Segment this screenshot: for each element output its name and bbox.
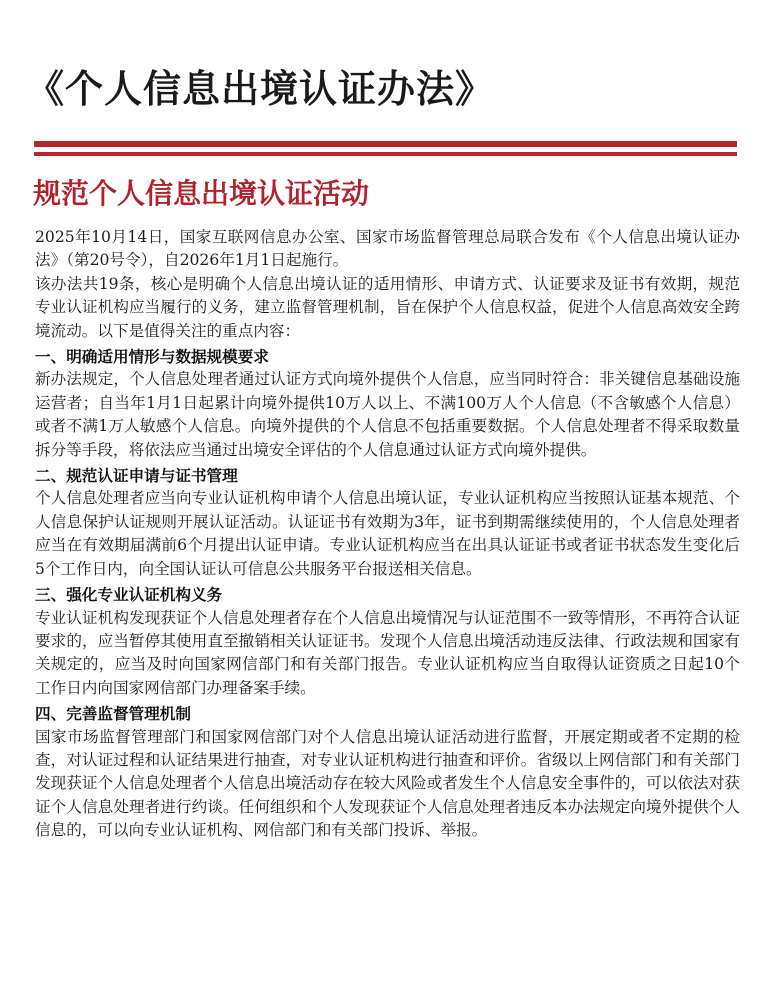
article-body (35, 226, 740, 843)
section-heading: 四、完善监督管理机制 (35, 704, 191, 724)
section-heading: 一、明确适用情形与数据规模要求 (35, 347, 269, 367)
intro-paragraph: 该办法共19条，核心是明确个人信息出境认证的适用情形、申请方式、认证要求及证书有效期，规范专业认证机构应当履行的义务，建立监督管理机制，旨在保护个人信息权益，促进个人信息高效安全跨境流动。以下是值得关注的重点内容： (35, 274, 740, 340)
section-paragraph: 专业认证机构发现获证个人信息处理者存在个人信息出境情况与认证范围不一致等情形，不再符合认证要求的，应当暂停其使用直至撤销相关认证证书。发现个人信息出境活动违反法律、行政法规和国家有关规定的，应当及时向国家网信部门和有关部门报告。专业认证机构应当自取得认证资质之日起10个工作日内向国家网信部门办理备案手续。 (35, 608, 740, 697)
section-paragraph: 新办法规定，个人信息处理者通过认证方式向境外提供个人信息，应当同时符合：非关键信息基础设施运营者；自当年1月1日起累计向境外提供10万人以上、不满100万人个人信息（不含敏感个人信息）或者不满1万人敏感个人信息。向境外提供的个人信息不包括重要数据。个人信息处理者不得采取数量拆分等手段，将依法应当通过出境安全评估的个人信息通过认证方式向境外提供。 (35, 370, 740, 459)
section-heading: 三、强化专业认证机构义务 (35, 585, 223, 605)
section-paragraph: 国家市场监督管理部门和国家网信部门对个人信息出境认证活动进行监督，开展定期或者不定期的检查，对认证过程和认证结果进行抽查，对专业认证机构进行抽查和评价。省级以上网信部门和有关部门发现获证个人信息处理者个人信息出境活动存在较大风险或者发生个人信息安全事件的，可以依法对获证个人信息处理者进行约谈。任何组织和个人发现获证个人信息处理者违反本办法规定向境外提供个人信息的，可以向专业认证机构、网信部门和有关部门投诉、举报。 (35, 727, 740, 840)
section-subtitle: 规范个人信息出境认证活动 (33, 177, 370, 210)
title-divider-thick (34, 141, 737, 147)
section-paragraph: 个人信息处理者应当向专业认证机构申请个人信息出境认证，专业认证机构应当按照认证基本规范、个人信息保护认证规则开展认证活动。认证证书有效期为3年，证书到期需继续使用的，个人信息处理者应当在有效期届满前6个月提出认证申请。专业认证机构应当在出具认证证书或者证书状态发生变化后5个工作日内，向全国认证认可信息公共服务平台报送相关信息。 (35, 489, 740, 578)
document-title: 《个人信息出境认证办法》 (26, 66, 495, 111)
section-heading: 二、规范认证申请与证书管理 (35, 466, 238, 486)
title-divider-thin (34, 152, 737, 156)
intro-paragraph: 2025年10月14日，国家互联网信息办公室、国家市场监督管理总局联合发布《个人信息出境认证办法》（第20号令），自2026年1月1日起施行。 (35, 228, 740, 270)
